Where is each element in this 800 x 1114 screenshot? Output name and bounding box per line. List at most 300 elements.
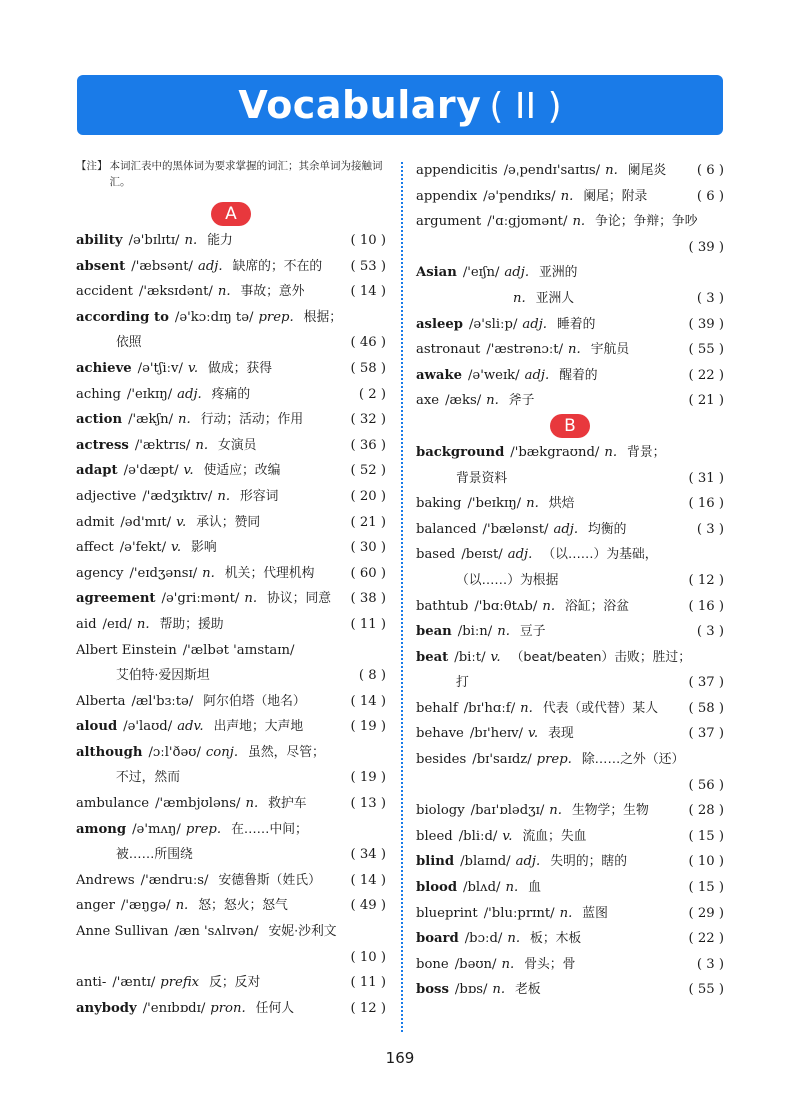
page-ref: ( 12 ): [688, 572, 724, 588]
part-of-speech: n.: [501, 956, 515, 972]
word: ability: [76, 233, 123, 248]
vocab-entry: [416, 926, 724, 952]
phonetic: /'æntɪ/: [112, 975, 156, 991]
vocab-entry: [416, 747, 724, 773]
word: appendicitis: [416, 163, 498, 178]
word: balanced: [416, 521, 477, 537]
vocab-entry: [76, 254, 386, 280]
part-of-speech: n.: [526, 496, 539, 512]
page-ref: ( 39 ): [688, 316, 724, 332]
phonetic: /ə'tʃiːv/: [137, 360, 183, 376]
part-of-speech: n.: [497, 624, 510, 640]
phonetic: /ə'dæpt/: [123, 463, 179, 479]
vocab-entry: [76, 561, 386, 587]
vocab-entry: [416, 696, 724, 722]
part-of-speech: adj.: [515, 854, 541, 870]
phonetic: /baɪ'ɒlədʒɪ/: [470, 803, 545, 819]
meaning: 被……所围绕: [116, 847, 193, 863]
meaning: 亚洲的: [539, 265, 578, 281]
page-ref: ( 38 ): [350, 591, 386, 607]
meaning: 能力: [207, 233, 233, 248]
part-of-speech: conj.: [205, 744, 239, 760]
part-of-speech: n.: [513, 290, 526, 306]
phonetic: /bɔːd/: [464, 931, 503, 947]
word: Anne Sullivan: [76, 924, 169, 940]
meaning: 任何人: [255, 1000, 295, 1016]
meaning: 不过，然而: [116, 770, 180, 786]
phonetic: /ə'griːmənt/: [161, 591, 240, 607]
phonetic: /'ækʃn/: [128, 412, 174, 428]
part-of-speech: adj.: [504, 265, 530, 281]
meaning: 亚洲人: [535, 290, 575, 306]
phonetic: /'æktrɪs/: [134, 437, 191, 453]
meaning: 疼痛的: [211, 386, 251, 402]
page-ref: ( 31 ): [688, 470, 724, 486]
vocab-entry: [416, 440, 724, 466]
page-ref: ( 52 ): [350, 463, 386, 479]
vocab-entry: [76, 817, 386, 843]
vocab-entry: [76, 407, 386, 433]
word: asleep: [416, 316, 463, 332]
vocab-entry: [76, 356, 386, 382]
word: baking: [416, 496, 462, 512]
word: agency: [76, 565, 124, 581]
word: blueprint: [416, 905, 478, 921]
page-ref: ( 56 ): [688, 777, 724, 793]
vocab-entry: [76, 535, 386, 561]
part-of-speech: n.: [184, 233, 198, 248]
phonetic: /'ɑːgjʊmənt/: [487, 214, 568, 230]
word: ambulance: [76, 796, 150, 812]
vocab-entry: [416, 901, 724, 927]
part-of-speech: n.: [202, 565, 215, 581]
vocab-entry: [416, 952, 724, 978]
phonetic: /'eɪdʒənsɪ/: [129, 565, 198, 581]
word: appendix: [416, 188, 478, 204]
entry-list-a-right: [416, 158, 724, 414]
page-ref: ( 58 ): [688, 700, 724, 716]
part-of-speech: n.: [605, 163, 618, 178]
phonetic: /bɪ'saɪdz/: [472, 752, 532, 768]
phonetic: /'æbsənt/: [131, 258, 193, 274]
page-ref: ( 22 ): [688, 931, 724, 947]
page-ref: ( 3 ): [696, 956, 724, 972]
meaning: 在……中间；: [231, 821, 308, 837]
page-ref: ( 22 ): [688, 367, 724, 383]
part-of-speech: n.: [136, 616, 150, 632]
word: actress: [76, 437, 129, 453]
part-of-speech: v.: [176, 514, 187, 530]
page-ref: ( 13 ): [350, 796, 386, 812]
page-ref: ( 3 ): [696, 624, 724, 640]
meaning: 影响: [191, 540, 217, 556]
part-of-speech: prep.: [258, 309, 294, 325]
vocab-entry: [416, 798, 724, 824]
part-of-speech: n.: [195, 437, 209, 453]
phonetic: /biːn/: [457, 624, 493, 640]
page-ref: ( 36 ): [350, 437, 386, 453]
page-ref: ( 15 ): [688, 880, 724, 896]
word: besides: [416, 752, 467, 768]
meaning: 背景资料: [456, 470, 508, 486]
phonetic: /'æmbjʊləns/: [155, 796, 241, 812]
phonetic: /ə'fekt/: [119, 540, 167, 556]
phonetic: /'bælənst/: [482, 521, 549, 537]
vocab-entry: [416, 542, 724, 568]
word: although: [76, 744, 143, 760]
word: bone: [416, 956, 449, 972]
vocab-entry: [76, 996, 386, 1022]
meaning: 板；木板: [530, 931, 582, 947]
part-of-speech: n.: [178, 412, 191, 428]
page-ref: ( 28 ): [688, 803, 724, 819]
phonetic: /æn 'sʌlɪvən/: [174, 924, 259, 940]
vocab-entry: [76, 279, 386, 305]
part-of-speech: prep.: [536, 752, 572, 768]
part-of-speech: v.: [187, 360, 199, 376]
vocab-entry: [76, 791, 386, 817]
meaning: 形容词: [240, 488, 279, 504]
part-of-speech: n.: [492, 982, 506, 998]
page-ref: ( 11 ): [350, 975, 386, 991]
word: aching: [76, 386, 121, 402]
word: biology: [416, 803, 465, 819]
vocab-entry: [416, 260, 724, 286]
phonetic: /bɪ'heɪv/: [469, 726, 523, 742]
phonetic: /'æŋgə/: [120, 898, 171, 914]
word: blood: [416, 880, 458, 896]
meaning: 根据；: [303, 309, 343, 325]
vocab-entry: [416, 594, 724, 620]
phonetic: /'bækgraʊnd/: [510, 444, 600, 460]
entry-continuation: [416, 235, 724, 261]
meaning: （以……）为基础，: [542, 547, 658, 563]
page-ref: ( 34 ): [350, 847, 386, 863]
part-of-speech: prefix: [160, 975, 200, 991]
page-ref: ( 3 ): [696, 290, 724, 306]
column-divider: [401, 162, 403, 1032]
vocab-entry: [416, 619, 724, 645]
word: axe: [416, 393, 440, 409]
entry-continuation: [76, 765, 386, 791]
vocab-entry: [416, 312, 724, 338]
meaning: 反；反对: [209, 975, 261, 991]
page-ref: ( 19 ): [350, 719, 386, 735]
part-of-speech: prep.: [185, 821, 222, 837]
page-ref: ( 30 ): [350, 540, 386, 556]
note: [76, 158, 386, 202]
meaning: 蓝图: [582, 905, 608, 921]
word: board: [416, 931, 459, 947]
page-ref: ( 14 ): [350, 872, 386, 888]
meaning: 流血；失血: [522, 828, 587, 844]
section-header-a: [76, 202, 386, 228]
part-of-speech: n.: [245, 796, 259, 812]
part-of-speech: v.: [171, 540, 182, 556]
word: Albert Einstein: [76, 642, 177, 658]
phonetic: /ə'bɪlɪtɪ/: [128, 233, 180, 248]
vocab-entry: [76, 919, 386, 945]
word: aloud: [76, 719, 118, 735]
entry-continuation: [416, 773, 724, 799]
phonetic: /ə'laʊd/: [123, 719, 173, 735]
meaning: 虽然，尽管；: [248, 744, 325, 760]
vocab-entry: [76, 714, 386, 740]
word: adjective: [76, 488, 137, 504]
meaning: 女演员: [218, 437, 257, 453]
page-ref: ( 60 ): [350, 565, 386, 581]
word: astronaut: [416, 342, 481, 358]
vocab-entry: [416, 184, 724, 210]
page-ref: ( 12 ): [350, 1000, 386, 1016]
vocab-entry: [416, 209, 724, 235]
page-ref: ( 21 ): [350, 514, 386, 530]
meaning: 怒；怒火；怒气: [198, 898, 288, 914]
vocab-entry: [76, 893, 386, 919]
page-ref: ( 53 ): [350, 258, 386, 274]
vocab-entry: [416, 337, 724, 363]
meaning: 斧子: [508, 393, 535, 409]
phonetic: /'bɑːθtʌb/: [474, 598, 538, 614]
word: among: [76, 821, 127, 837]
meaning: 醒着的: [559, 367, 598, 383]
part-of-speech: adj.: [177, 386, 202, 402]
word: blind: [416, 854, 455, 870]
phonetic: /æl'bɜːtə/: [131, 693, 194, 709]
entry-continuation: [76, 842, 386, 868]
part-of-speech: v.: [528, 726, 539, 742]
meaning: 宇航员: [590, 342, 630, 358]
meaning: 出声地；大声地: [213, 719, 304, 735]
page-ref: ( 3 ): [696, 521, 724, 537]
part-of-speech: n.: [217, 284, 231, 300]
vocab-entry: [76, 510, 386, 536]
word: adapt: [76, 463, 118, 479]
word: achieve: [76, 360, 132, 376]
word: admit: [76, 514, 115, 530]
title-banner: [77, 75, 723, 135]
entry-list-a-left: [76, 228, 386, 1021]
vocab-entry: [76, 612, 386, 638]
page-title-suffix: ( II ): [489, 86, 562, 127]
phonetic: /æks/: [445, 393, 482, 409]
page-ref: ( 37 ): [688, 675, 724, 691]
meaning: 安妮·沙利文: [268, 924, 337, 940]
part-of-speech: n.: [560, 188, 574, 204]
meaning: 失明的；瞎的: [550, 854, 627, 870]
page-ref: ( 46 ): [350, 335, 386, 351]
part-of-speech: v.: [183, 463, 194, 479]
phonetic: /bəʊn/: [454, 956, 497, 972]
part-of-speech: n.: [549, 803, 562, 819]
meaning: 均衡的: [588, 521, 627, 537]
page-ref: ( 10 ): [350, 949, 386, 965]
page-ref: ( 14 ): [350, 693, 386, 709]
entry-continuation: [76, 945, 386, 971]
meaning: 机关；代理机构: [224, 565, 315, 581]
phonetic: /'eɪkɪŋ/: [126, 386, 173, 402]
vocab-entry: [416, 517, 724, 543]
vocab-entry: [416, 158, 724, 184]
page-ref: ( 10 ): [350, 233, 386, 248]
phonetic: /'enɪbɒdɪ/: [142, 1000, 206, 1016]
phonetic: /'ælbət 'aɪnstaɪn/: [182, 642, 295, 658]
part-of-speech: v.: [490, 649, 501, 665]
phonetic: /əd'mɪt/: [120, 514, 172, 530]
part-of-speech: n.: [568, 342, 581, 358]
vocab-entry: [76, 970, 386, 996]
phonetic: /ə'kɔːdɪŋ tə/: [174, 309, 254, 325]
entry-continuation: [416, 568, 724, 594]
note-text: 本词汇表中的黑体词为要求掌握的词汇；其余单词为接触词汇。: [109, 160, 383, 188]
meaning: 代表（或代替）某人: [542, 700, 658, 716]
page-ref: ( 20 ): [350, 488, 386, 504]
part-of-speech: n.: [520, 700, 533, 716]
page-ref: ( 21 ): [688, 393, 724, 409]
meaning: 睡着的: [556, 316, 596, 332]
part-of-speech: v.: [502, 828, 513, 844]
word: boss: [416, 982, 449, 998]
entry-continuation: [416, 466, 724, 492]
phonetic: /'æksɪdənt/: [138, 284, 213, 300]
phonetic: /bɪ'hɑːf/: [463, 700, 516, 716]
meaning: 骨头；骨: [524, 956, 576, 972]
word: aid: [76, 616, 97, 632]
word: Asian: [416, 265, 457, 281]
word: affect: [76, 540, 114, 556]
vocab-entry: [416, 363, 724, 389]
letter-badge-a: A: [211, 202, 251, 226]
page-ref: ( 29 ): [688, 905, 724, 921]
part-of-speech: pron.: [210, 1000, 246, 1016]
word: accident: [76, 284, 133, 300]
entry-continuation: [76, 330, 386, 356]
page-ref: ( 55 ): [688, 982, 724, 998]
page-ref: ( 6 ): [696, 163, 724, 178]
phonetic: /ə'mʌŋ/: [132, 821, 181, 837]
vocab-entry: [76, 638, 386, 664]
entry-continuation: [416, 670, 724, 696]
part-of-speech: n.: [244, 591, 258, 607]
vocab-entry: [416, 388, 724, 414]
word: anybody: [76, 1000, 137, 1016]
left-column: [76, 158, 386, 1021]
part-of-speech: n.: [604, 444, 618, 460]
phonetic: /'bluːprɪnt/: [483, 905, 555, 921]
right-column: [416, 158, 724, 1003]
vocab-entry: [416, 977, 724, 1003]
meaning: 使适应；改编: [203, 463, 281, 479]
part-of-speech: n.: [175, 898, 189, 914]
word: according to: [76, 309, 169, 325]
page-ref: ( 37 ): [688, 726, 724, 742]
meaning: 浴缸；浴盆: [565, 598, 629, 614]
vocab-entry: [76, 740, 386, 766]
phonetic: /ə'sliːp/: [468, 316, 518, 332]
vocab-entry: [76, 868, 386, 894]
word: bleed: [416, 828, 453, 844]
vocab-entry: [76, 484, 386, 510]
section-header-b: [416, 414, 724, 440]
part-of-speech: n.: [542, 598, 556, 614]
phonetic: /'ædʒɪktɪv/: [142, 488, 213, 504]
phonetic: /bɒs/: [454, 982, 488, 998]
phonetic: /ɔːl'ðəʊ/: [148, 744, 201, 760]
page-ref: ( 58 ): [350, 360, 386, 376]
page-ref: ( 11 ): [350, 616, 386, 632]
part-of-speech: n.: [217, 488, 231, 504]
page-ref: ( 32 ): [350, 412, 386, 428]
word: awake: [416, 367, 462, 383]
word: Alberta: [76, 693, 126, 709]
vocab-entry: [416, 875, 724, 901]
page-ref: ( 14 ): [350, 284, 386, 300]
part-of-speech: adj.: [507, 547, 533, 563]
word: Andrews: [76, 872, 135, 888]
meaning: 生物学；生物: [571, 803, 649, 819]
meaning: 阑尾炎: [627, 163, 667, 178]
page-ref: ( 15 ): [688, 828, 724, 844]
page-ref: ( 49 ): [350, 898, 386, 914]
word: based: [416, 547, 456, 563]
meaning: 缺席的；不在的: [232, 258, 323, 274]
meaning: 做成；获得: [208, 360, 272, 376]
phonetic: /blʌd/: [463, 880, 501, 896]
phonetic: /eɪd/: [102, 616, 132, 632]
meaning: 协议；同意: [267, 591, 332, 607]
phonetic: /'beɪkɪŋ/: [467, 496, 522, 512]
page-ref: ( 19 ): [350, 770, 386, 786]
meaning: 承认；赞同: [196, 514, 261, 530]
word: behave: [416, 726, 464, 742]
entry-continuation: [76, 663, 386, 689]
phonetic: /əˌpendɪ'saɪtɪs/: [503, 163, 601, 178]
page-ref: ( 2 ): [358, 386, 386, 402]
part-of-speech: adj.: [522, 316, 547, 332]
meaning: 阑尾；附录: [583, 188, 648, 204]
meaning: 阿尔伯塔（地名）: [203, 693, 306, 709]
phonetic: /biːt/: [454, 649, 486, 665]
page-ref: ( 16 ): [688, 496, 724, 512]
part-of-speech: n.: [505, 880, 519, 896]
vocab-entry: [76, 382, 386, 408]
meaning: 依照: [116, 335, 142, 351]
word: beat: [416, 649, 449, 665]
word: anti-: [76, 975, 107, 991]
page-ref: ( 55 ): [688, 342, 724, 358]
meaning: 表现: [548, 726, 574, 742]
vocab-entry: [416, 849, 724, 875]
vocab-entry: [76, 433, 386, 459]
word: absent: [76, 258, 126, 274]
vocab-entry: [76, 305, 386, 331]
page-ref: ( 6 ): [696, 188, 724, 204]
vocab-entry: [416, 721, 724, 747]
meaning: 安德鲁斯（姓氏）: [218, 872, 321, 888]
part-of-speech: adj.: [553, 521, 579, 537]
meaning: 事故；意外: [240, 284, 305, 300]
phonetic: /bliːd/: [458, 828, 498, 844]
meaning: 老板: [515, 982, 541, 998]
word: behalf: [416, 700, 458, 716]
part-of-speech: adv.: [177, 719, 204, 735]
phonetic: /beɪst/: [461, 547, 503, 563]
word: agreement: [76, 591, 156, 607]
entry-list-b: [416, 440, 724, 1003]
part-of-speech: n.: [559, 905, 573, 921]
page-number: 169: [385, 1049, 415, 1067]
meaning: （beat/beaten）击败；胜过；: [510, 649, 692, 665]
